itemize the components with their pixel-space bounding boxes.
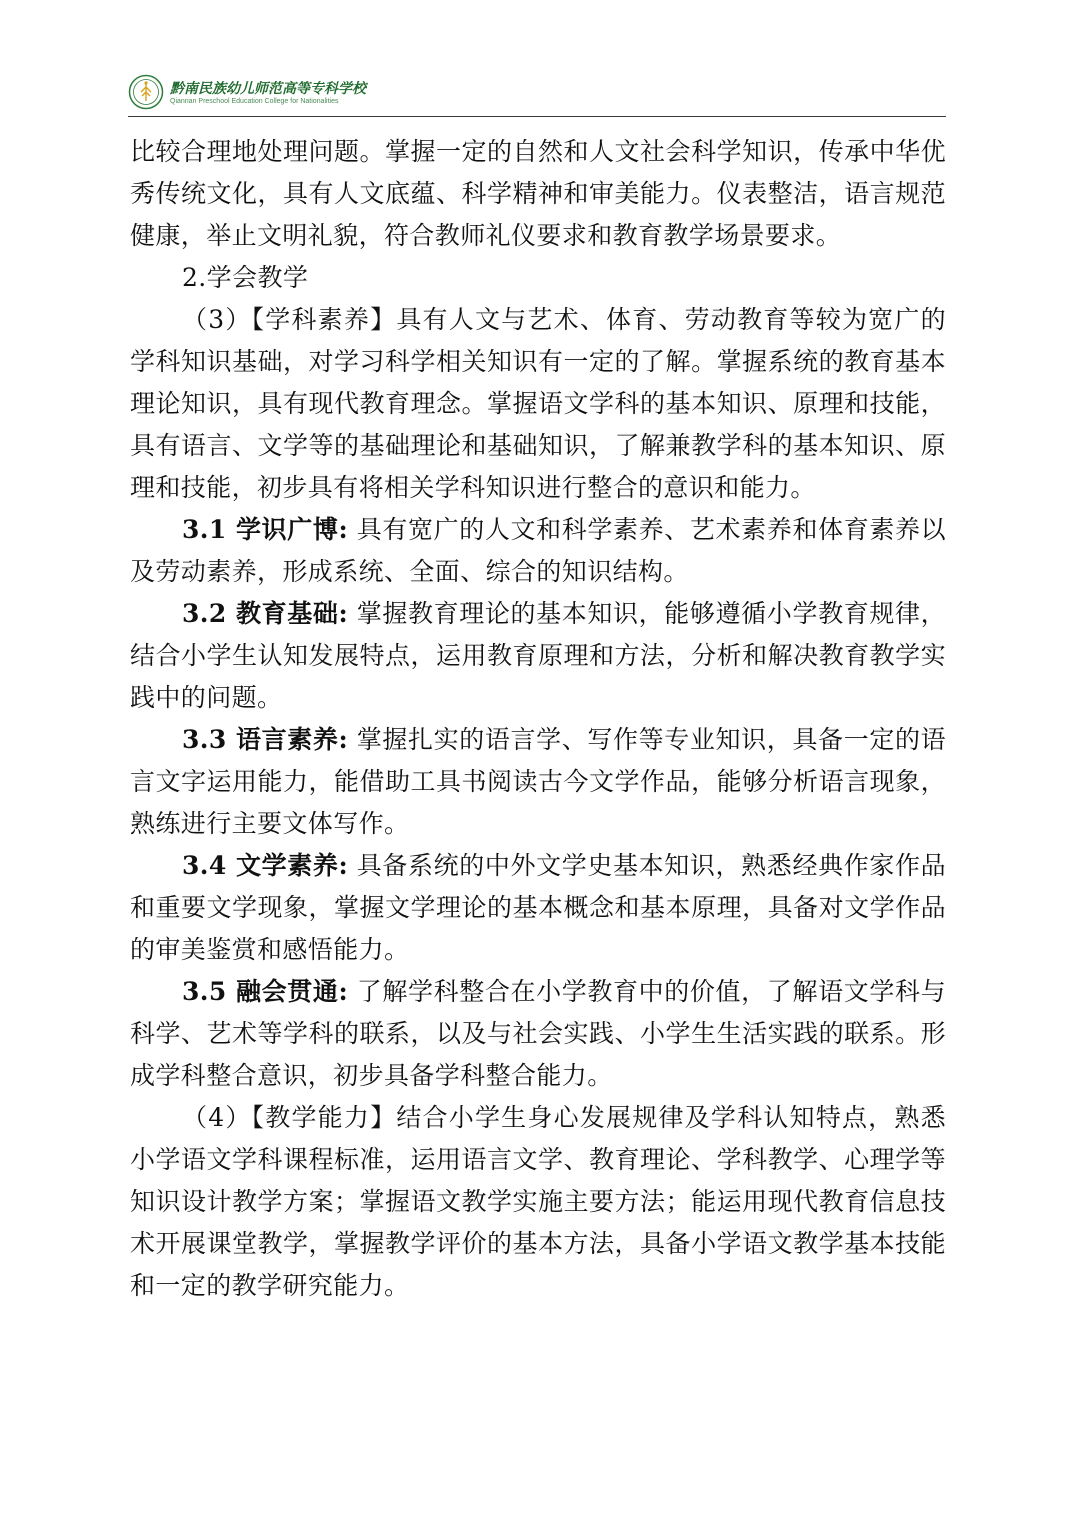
header-divider: [128, 116, 946, 117]
item-3-5-label: 3.5 融会贯通:: [182, 977, 349, 1006]
paragraph-continuation: 比较合理地处理问题。掌握一定的自然和人文社会科学知识，传承中华优秀传统文化，具有人文底蕴、科学精神和审美能力。仪表整洁，语言规范健康，举止文明礼貌，符合教师礼仪要求和教育教学场景要求。: [130, 137, 946, 250]
document-body: [130, 131, 946, 1307]
item-3-3: [130, 719, 946, 845]
item-3-3-label: 3.3 语言素养:: [182, 725, 349, 754]
paragraph-teaching-ability: （4）【教学能力】结合小学生身心发展规律及学科认知特点，熟悉小学语文学科课程标准，运用语言文学、教育理论、学科教学、心理学等知识设计教学方案；掌握语文教学实施主要方法；能运用现代教育信息技术开展课堂教学，掌握教学评价的基本方法，具备小学语文教学基本技能和一定的教学研究能力。: [130, 1103, 946, 1300]
paragraph-subject-literacy: （3）【学科素养】具有人文与艺术、体育、劳动教育等较为宽广的学科知识基础，对学习科学相关知识有一定的了解。掌握系统的教育基本理论知识，具有现代教育理念。掌握语文学科的基本知识、原理和技能，具有语言、文学等的基础理论和基础知识，了解兼教学科的基本知识、原理和技能，初步具有将相关学科知识进行整合的意识和能力。: [130, 305, 946, 502]
school-name-en: Qiannan Preschool Education College for Nationalities: [170, 98, 339, 105]
section-heading: 2.学会教学: [182, 263, 309, 292]
item-3-2: [130, 593, 946, 719]
item-3-3-text: 掌握扎实的语言学、写作等专业知识，具备一定的语言文字运用能力，能借助工具书阅读古今文学作品，能够分析语言现象，熟练进行主要文体写作。: [130, 725, 946, 838]
school-emblem-icon: [128, 74, 164, 110]
item-3-4-text: 具备系统的中外文学史基本知识，熟悉经典作家作品和重要文学现象，掌握文学理论的基本概念和基本原理，具备对文学作品的审美鉴赏和感悟能力。: [130, 851, 946, 964]
item-3-4: [130, 845, 946, 971]
item-3-4-label: 3.4 文学素养:: [182, 851, 349, 880]
item-3-1: [130, 509, 946, 593]
page-header: [128, 74, 946, 116]
item-3-1-text: 具有宽广的人文和科学素养、艺术素养和体育素养以及劳动素养，形成系统、全面、综合的知识结构。: [130, 515, 946, 586]
item-3-2-label: 3.2 教育基础:: [182, 599, 349, 628]
school-name-cn: 黔南民族幼儿师范高等专科学校: [170, 81, 366, 97]
item-3-5: [130, 971, 946, 1097]
item-3-1-label: 3.1 学识广博:: [182, 515, 349, 544]
item-3-5-text: 了解学科整合在小学教育中的价值，了解语文学科与科学、艺术等学科的联系，以及与社会实践、小学生生活实践的联系。形成学科整合意识，初步具备学科整合能力。: [130, 977, 946, 1090]
item-3-2-text: 掌握教育理论的基本知识，能够遵循小学教育规律，结合小学生认知发展特点，运用教育原理和方法，分析和解决教育教学实践中的问题。: [130, 599, 946, 712]
